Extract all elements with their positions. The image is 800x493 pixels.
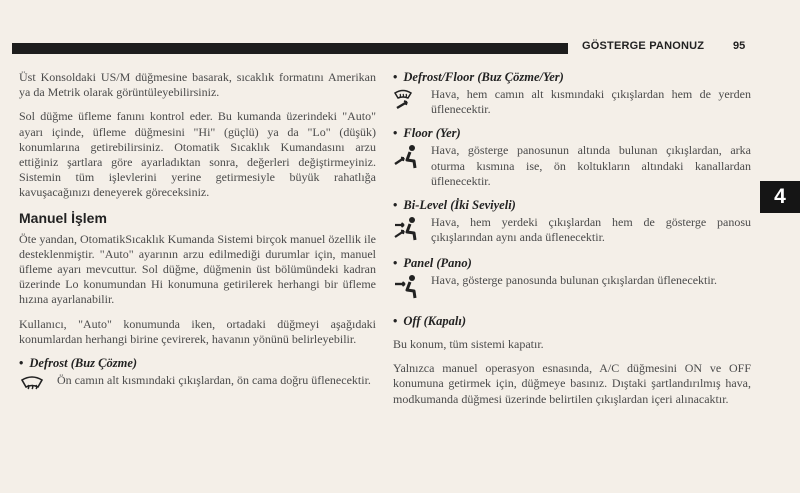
mode-title-bi-level: • Bi-Level (İki Seviyeli): [393, 198, 516, 213]
defrost-floor-icon: [393, 87, 423, 115]
paragraph: Sol düğme üfleme fanını kontrol eder. Bu kumanda üzerindeki "Auto" ayarı içinde, üfleme düğmesini "Hi" (güçlü) ya da "Lo" (düşük) konumlarına getirebilirsiniz. Otomatik Sıcaklık Kumandasını arzu ettiğiniz şartlara göre ayarladıktan sonra, değerleri değiştirmeyiniz. Sistemin tüm işlevlerini yerine getirmesiyle büyük rahatlığa kavuşacağınızı deneyerek göreceksiniz.: [19, 109, 376, 200]
mode-item-defrost-floor: [393, 87, 751, 117]
paragraph: Üst Konsoldaki US/M düğmesine basarak, sıcaklık formatını Amerikan ya da Metrik olarak görüntüleyebilirsiniz.: [19, 70, 376, 100]
mode-title-defrost: • Defrost (Buz Çözme): [19, 356, 138, 371]
mode-description: Hava, gösterge panosunun altında bulunan çıkışlardan, arka oturma kısmına ise, ön koltukların altındaki kanallardan üflenecektir.: [431, 143, 751, 188]
page-number: 95: [733, 40, 746, 52]
chapter-tab: 4: [760, 181, 800, 213]
mode-item-floor: [393, 143, 751, 189]
mode-title-defrost-floor: • Defrost/Floor (Buz Çözme/Yer): [393, 70, 564, 84]
section-title: GÖSTERGE PANONUZ: [582, 40, 705, 52]
defrost-icon: [19, 373, 49, 399]
mode-description: Hava, hem camın alt kısmındaki çıkışlardan hem de yerden üflenecektir.: [431, 87, 751, 117]
left-column: [19, 70, 376, 408]
right-column: [393, 70, 751, 416]
mode-item-panel: [393, 273, 751, 305]
paragraph: Yalnızca manuel operasyon esnasında, A/C düğmesini ON ve OFF konumuna getirmek için, düğmeye basınız. Dıştaki şartlandırılmış hava, modkumanda düğmesi üzerinde belirtilen çıkışlardan içeri alınacaktır.: [393, 361, 751, 406]
floor-icon: [393, 143, 423, 175]
paragraph: Kullanıcı, "Auto" konumunda iken, ortadaki düğmeyi aşağıdaki konumlardan herhangi birine çevirerek, havanın yönünü belirleyebilir.: [19, 316, 376, 346]
mode-title-panel: • Panel (Pano): [393, 256, 472, 271]
mode-title-off: • Off (Kapalı): [393, 314, 467, 329]
mode-description: Hava, gösterge panosunda bulunan çıkışlardan üflenecektir.: [431, 273, 718, 288]
mode-title-floor: • Floor (Yer): [393, 126, 461, 141]
mode-description: Ön camın alt kısmındaki çıkışlardan, ön cama doğru üflenecektir.: [57, 373, 371, 388]
paragraph: Öte yandan, OtomatikSıcaklık Kumanda Sistemi birçok manuel özellik ile desteklenmiştir. "Auto" ayarının arzu edilmediği durumlar için, manuel üfleme ayarı mevcuttur. Sol düğme, düğmenin üst bölümündeki kadran üzerinde Lo konumundan Hi konumuna getirilerek herhangi bir üfleme hızına ayarlanabilir.: [19, 231, 376, 307]
mode-description: Hava, hem yerdeki çıkışlardan hem de gösterge panosu çıkışlarından aynı anda üflenecektir.: [431, 215, 751, 245]
bi-level-icon: [393, 215, 423, 247]
mode-item-defrost: [19, 373, 376, 399]
mode-item-bi-level: [393, 215, 751, 247]
header-rule: [12, 43, 568, 54]
section-heading: Manuel İşlem: [19, 209, 107, 226]
panel-icon: [393, 273, 423, 305]
paragraph: Bu konum, tüm sistemi kapatır.: [393, 337, 544, 352]
